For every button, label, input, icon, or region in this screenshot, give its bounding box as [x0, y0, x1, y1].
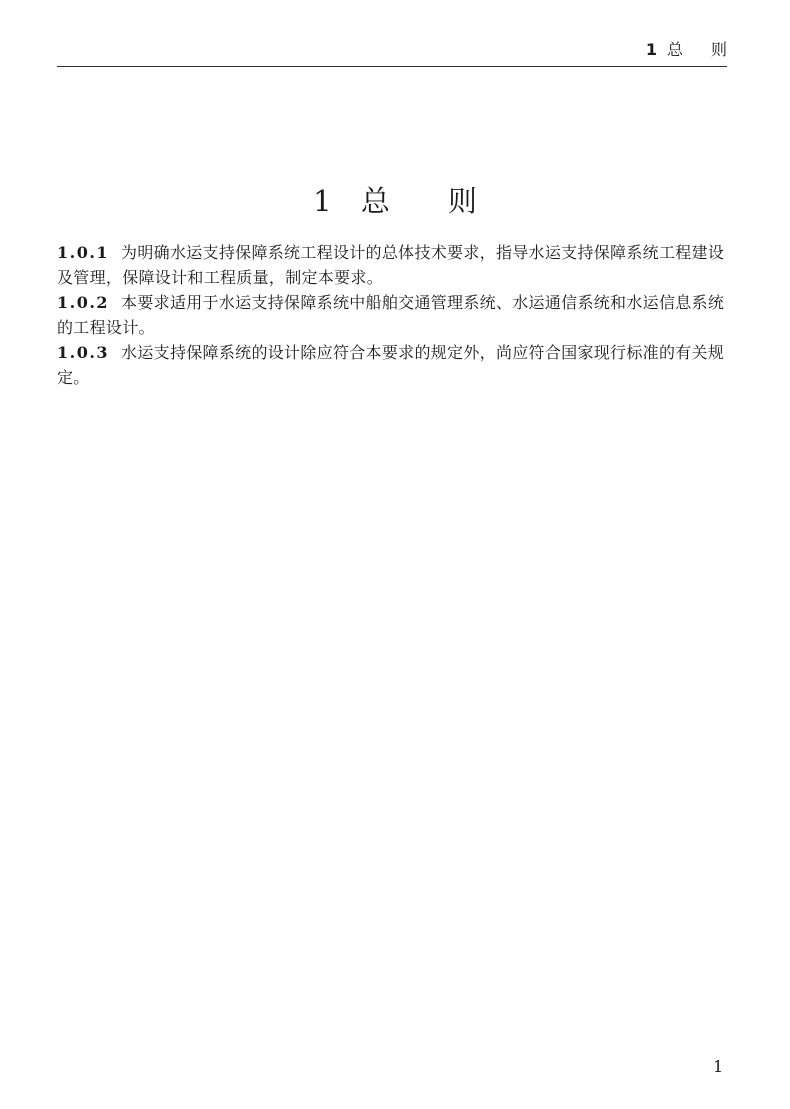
clause-1-0-1 [57, 240, 729, 290]
header-chapter-title: 总则 [666, 40, 755, 59]
chapter-number: 1 [313, 184, 332, 218]
clause-number: 1.0.2 [57, 293, 110, 312]
clause-1-0-2 [57, 290, 729, 340]
clause-1-0-3 [57, 340, 729, 390]
clause-number: 1.0.1 [57, 243, 110, 262]
clause-number: 1.0.3 [57, 343, 110, 362]
clause-text: 为明确水运支持保障系统工程设计的总体技术要求，指导水运支持保障系统工程建设及管理，保障设计和工程质量，制定本要求。 [57, 243, 725, 287]
chapter-title: 总则 [360, 184, 535, 218]
chapter-heading [0, 181, 790, 221]
header-chapter-number: 1 [645, 40, 657, 59]
clause-text: 水运支持保障系统的设计除应符合本要求的规定外，尚应符合国家现行标准的有关规定。 [57, 343, 725, 387]
running-header [57, 40, 755, 67]
page-number: 1 [713, 1057, 724, 1076]
clause-text: 本要求适用于水运支持保障系统中船舶交通管理系统、水运通信系统和水运信息系统的工程设计。 [57, 293, 725, 337]
clause-list [57, 240, 729, 390]
